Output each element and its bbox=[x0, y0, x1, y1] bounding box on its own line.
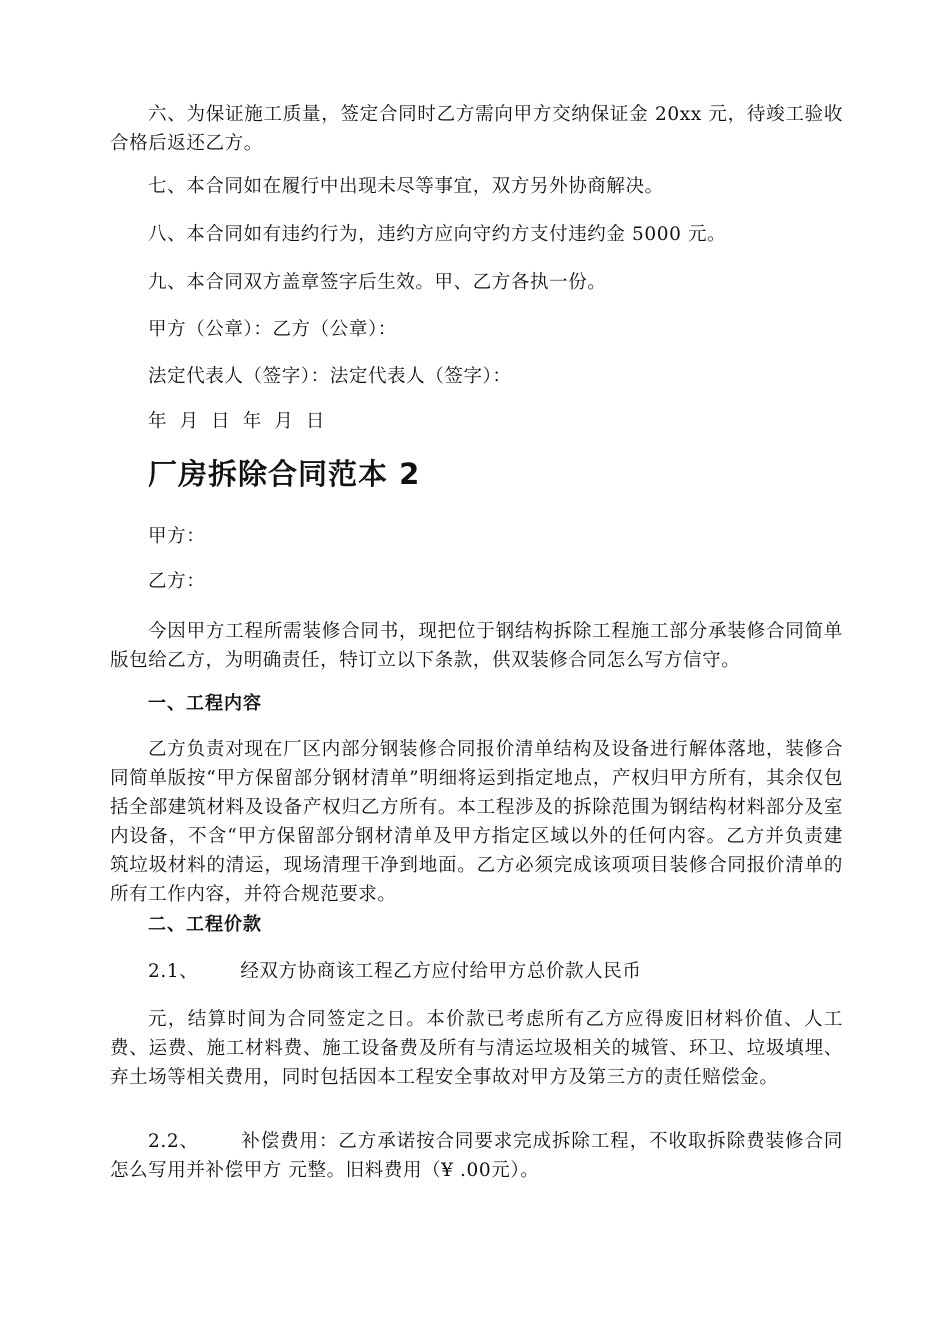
clause-7: 七、本合同如在履行中出现未尽等事宜，双方另外协商解决。 bbox=[148, 176, 664, 197]
section-1-heading: 一、工程内容 bbox=[148, 693, 262, 714]
seal-line: 甲方（公章）：乙方（公章）： bbox=[148, 319, 397, 340]
section-2-heading: 二、工程价款 bbox=[148, 914, 262, 935]
party-a-line: 甲方： bbox=[148, 526, 206, 547]
intro-paragraph: 今因甲方工程所需装修合同书，现把位于钢结构拆除工程施工部分承装修合同简单版包给乙方，为明确责任，特订立以下条款，供双装修合同怎么写方信守。 bbox=[110, 621, 843, 671]
item-2-1-text: 经双方协商该工程乙方应付给甲方总价款人民币 bbox=[240, 961, 642, 982]
item-2-1-continued: 元，结算时间为合同签定之日。本价款已考虑所有乙方应得废旧材料价值、人工费、运费、施工材料费、施工设备费及所有与清运垃圾相关的城管、环卫、垃圾填埋、弃土场等相关费用，同时包括因本工程安全事故对甲方及第三方的责任赔偿金。 bbox=[110, 1009, 843, 1088]
item-2-1 bbox=[148, 957, 838, 986]
representative-line: 法定代表人（签字）：法定代表人（签字）： bbox=[148, 366, 512, 387]
section-1-body: 乙方负责对现在厂区内部分钢装修合同报价清单结构及设备进行解体落地，装修合同简单版按“甲方保留部分钢材清单”明细将运到指定地点，产权归甲方所有，其余仅包括全部建筑材料及设备产权归乙方所有。本工程涉及的拆除范围为钢结构材料部分及室内设备，不含“甲方保留部分钢材清单及甲方指定区域以外的任何内容。乙方并负责建筑垃圾材料的清运，现场清理干净到地面。乙方必须完成该项项目装修合同报价清单的所有工作内容，并符合规范要求。 bbox=[110, 739, 843, 905]
clause-6: 六、为保证施工质量，签定合同时乙方需向甲方交纳保证金 20xx 元，待竣工验收合格后返还乙方。 bbox=[110, 104, 843, 154]
section-title: 厂房拆除合同范本 2 bbox=[148, 457, 421, 491]
item-2-2-number: 2.2、 bbox=[148, 1131, 199, 1152]
item-2-1-number: 2.1、 bbox=[148, 961, 199, 982]
clause-9: 九、本合同双方盖章签字后生效。甲、乙方各执一份。 bbox=[148, 272, 607, 293]
item-2-2 bbox=[110, 1127, 843, 1185]
item-2-2-text: 补偿费用：乙方承诺按合同要求完成拆除工程，不收取拆除费装修合同 怎么写用并补偿甲方 元整。旧料费用（¥ .00元）。 bbox=[110, 1131, 843, 1181]
party-b-line: 乙方： bbox=[148, 571, 206, 592]
date-line: 年 月 日 年 月 日 bbox=[148, 411, 326, 432]
clause-8: 八、本合同如有违约行为，违约方应向守约方支付违约金 5000 元。 bbox=[148, 224, 727, 245]
